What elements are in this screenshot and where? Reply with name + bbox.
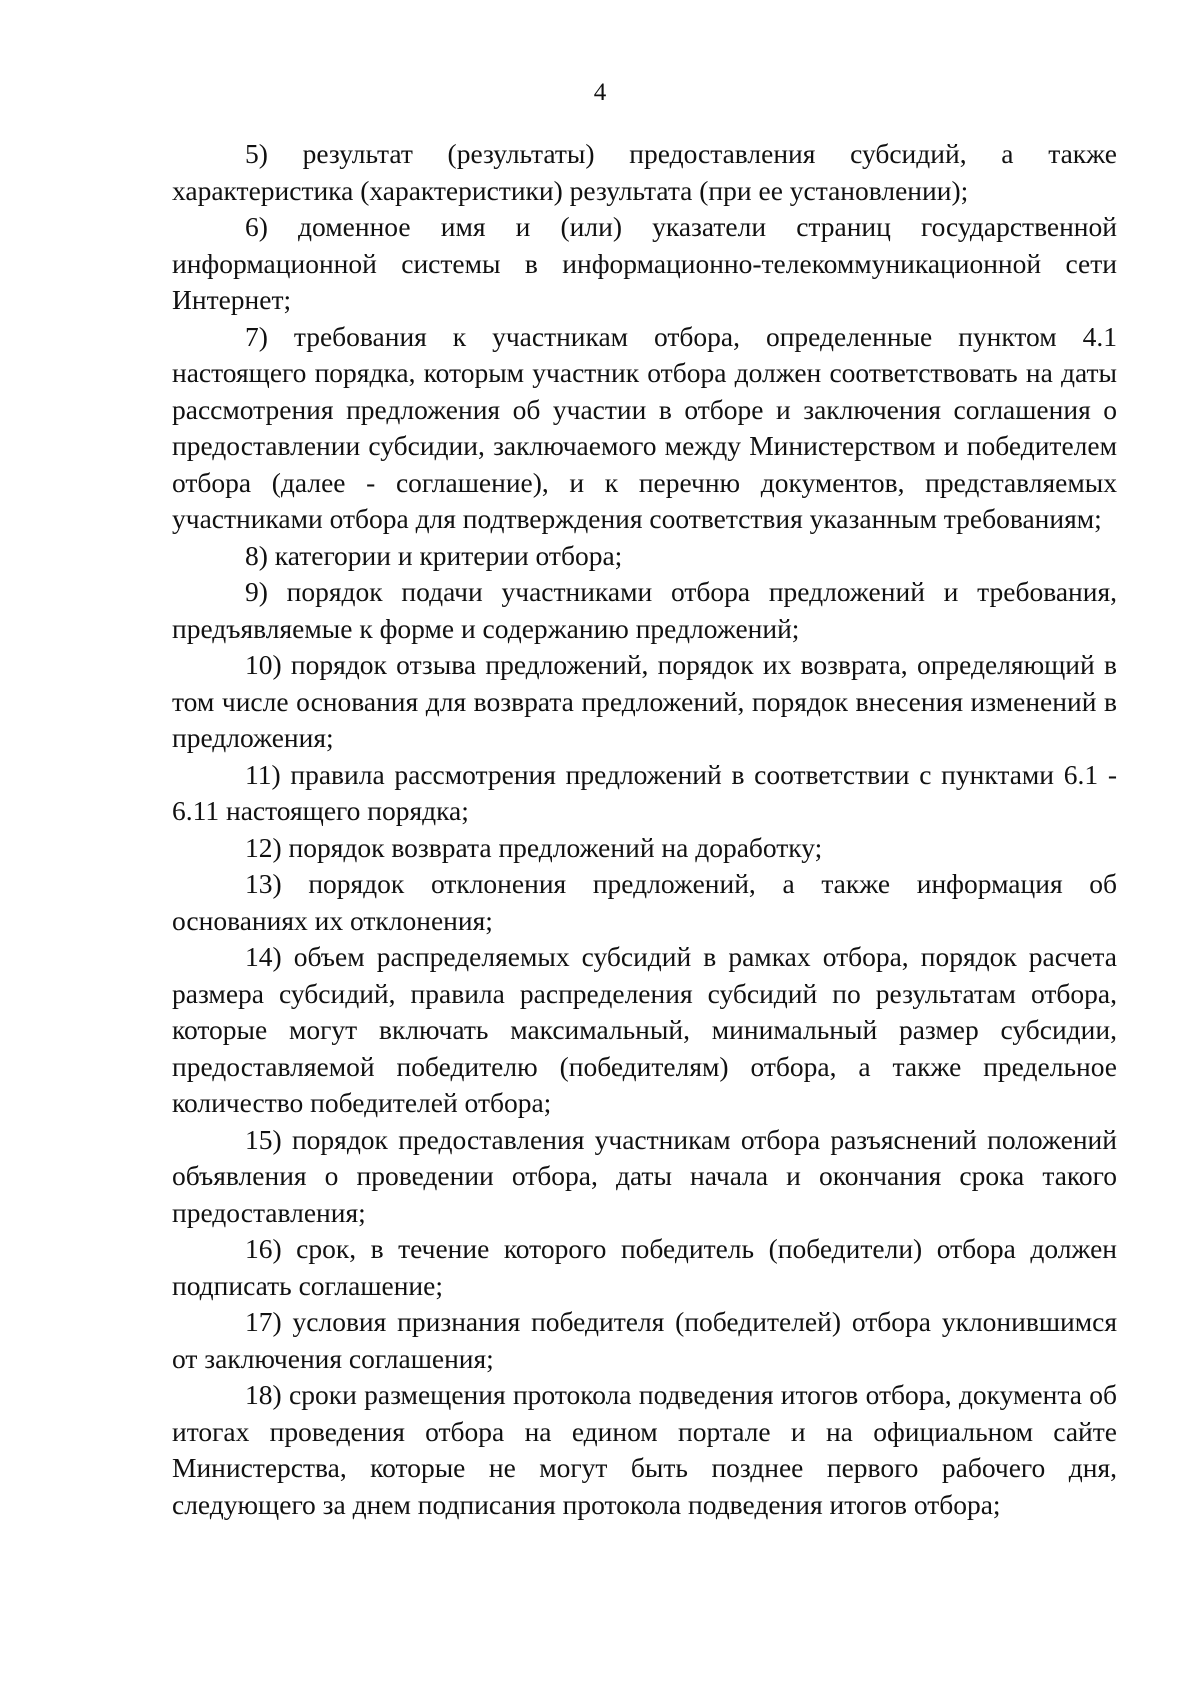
document-body bbox=[172, 136, 1117, 1523]
list-item-14: 14) объем распределяемых субсидий в рамках отбора, порядок расчета размера субсидий, правила распределения субсидий по результатам отбора, которые могут включать максимальный, минимальный размер субсидии, предоставляемой победителю (победителям) отбора, а также предельное количество победителей отбора; bbox=[172, 941, 1117, 1118]
list-item-16: 16) срок, в течение которого победитель (победители) отбора должен подписать соглашение; bbox=[172, 1233, 1117, 1301]
list-item-12: 12) порядок возврата предложений на доработку; bbox=[245, 831, 823, 863]
list-item-9: 9) порядок подачи участниками отбора предложений и требования, предъявляемые к форме и содержанию предложений; bbox=[172, 576, 1117, 644]
page-number: 4 bbox=[593, 79, 607, 106]
list-item-8: 8) категории и критерии отбора; bbox=[245, 539, 623, 571]
list-item-11: 11) правила рассмотрения предложений в соответствии с пунктами 6.1 - 6.11 настоящего порядка; bbox=[172, 758, 1117, 826]
list-item-18: 18) сроки размещения протокола подведения итогов отбора, документа об итогах проведения отбора на едином портале и на официальном сайте Министерства, которые не могут быть позднее первого рабочего дня, следующего за днем подписания протокола подведения итогов отбора; bbox=[172, 1379, 1117, 1520]
list-item-15: 15) порядок предоставления участникам отбора разъяснений положений объявления о проведении отбора, даты начала и окончания срока такого предоставления; bbox=[172, 1123, 1117, 1228]
list-item-6: 6) доменное имя и (или) указатели страниц государственной информационной системы в информационно-телекоммуникационной сети Интернет; bbox=[172, 211, 1117, 315]
list-item-10: 10) порядок отзыва предложений, порядок их возврата, определяющий в том числе основания для возврата предложений, порядок внесения изменений в предложения; bbox=[172, 649, 1117, 753]
list-item-17: 17) условия признания победителя (победителей) отбора уклонившимся от заключения соглашения; bbox=[172, 1306, 1117, 1374]
list-item-7: 7) требования к участникам отбора, определенные пунктом 4.1 настоящего порядка, которым участник отбора должен соответствовать на даты рассмотрения предложения об участии в отборе и заключения соглашения о предоставлении субсидии, заключаемого между Министерством и победителем отбора (далее - соглашение), и к перечню документов, представляемых участниками отбора для подтверждения соответствия указанным требованиям; bbox=[172, 320, 1117, 534]
list-item-13: 13) порядок отклонения предложений, а также информация об основаниях их отклонения; bbox=[172, 868, 1117, 936]
list-item-5: 5) результат (результаты) предоставления субсидий, а также характеристика (характеристики) результата (при ее установлении); bbox=[172, 138, 1117, 206]
